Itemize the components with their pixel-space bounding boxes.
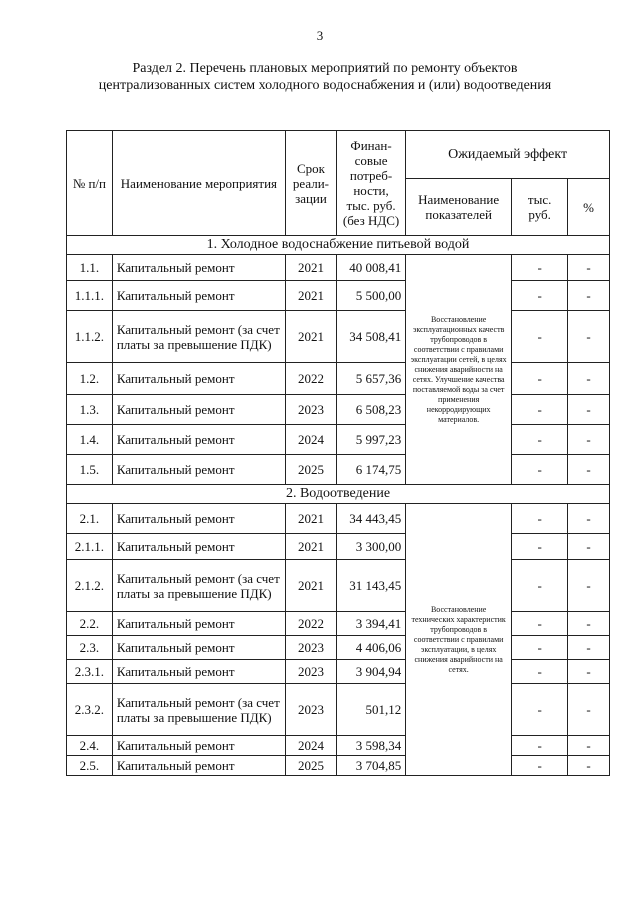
effect-percent: - [568, 736, 610, 756]
effect-percent: - [568, 504, 610, 534]
effect-thousand-rub: - [512, 455, 568, 485]
header-name: Наименование мероприятия [112, 131, 285, 236]
implementation-year: 2023 [286, 660, 337, 684]
header-percent: % [568, 179, 610, 236]
section-heading: 2. Водоотведение [67, 485, 610, 504]
implementation-year: 2022 [286, 612, 337, 636]
financial-need: 6 174,75 [336, 455, 405, 485]
financial-need: 5 657,36 [336, 363, 405, 395]
header-effect: Ожидаемый эффект [406, 131, 610, 179]
financial-need: 6 508,23 [336, 395, 405, 425]
page-number: 3 [316, 28, 324, 43]
financial-need: 3 394,41 [336, 612, 405, 636]
effect-percent: - [568, 534, 610, 560]
activity-name: Капитальный ремонт [112, 281, 285, 311]
financial-need: 34 508,41 [336, 311, 405, 363]
effect-thousand-rub: - [512, 660, 568, 684]
effect-percent: - [568, 684, 610, 736]
activity-name: Капитальный ремонт [112, 504, 285, 534]
table-row [67, 612, 610, 636]
effect-thousand-rub: - [512, 534, 568, 560]
row-number: 1.5. [67, 455, 113, 485]
activity-name: Капитальный ремонт (за счет платы за превышение ПДК) [112, 311, 285, 363]
effect-percent: - [568, 311, 610, 363]
row-number: 1.3. [67, 395, 113, 425]
effect-thousand-rub: - [512, 612, 568, 636]
implementation-year: 2025 [286, 756, 337, 776]
effect-percent: - [568, 660, 610, 684]
effect-percent: - [568, 255, 610, 281]
effect-percent: - [568, 281, 610, 311]
activity-name: Капитальный ремонт [112, 636, 285, 660]
activity-name: Капитальный ремонт [112, 395, 285, 425]
effect-percent: - [568, 395, 610, 425]
table-row [67, 425, 610, 455]
effect-thousand-rub: - [512, 311, 568, 363]
row-number: 1.1. [67, 255, 113, 281]
effect-thousand-rub: - [512, 560, 568, 612]
implementation-year: 2021 [286, 255, 337, 281]
row-number: 1.4. [67, 425, 113, 455]
header-num: № п/п [67, 131, 113, 236]
financial-need: 5 500,00 [336, 281, 405, 311]
table-row [67, 281, 610, 311]
financial-need: 3 904,94 [336, 660, 405, 684]
implementation-year: 2023 [286, 636, 337, 660]
financial-need: 501,12 [336, 684, 405, 736]
table-row [67, 395, 610, 425]
activity-name: Капитальный ремонт [112, 363, 285, 395]
header-indicator: Наименование показателей [406, 179, 512, 236]
header-term: Срок реали-зации [286, 131, 337, 236]
financial-need: 31 143,45 [336, 560, 405, 612]
expected-effect-description: Восстановление эксплуатационных качеств трубопроводов в соответствии с правилами эксплуатации сетей, в целях снижения аварийности на сетях. Улучшение качества поставляемой воды за счет применения некорродирующих материалов. [406, 255, 512, 485]
table-row [67, 455, 610, 485]
activity-name: Капитальный ремонт [112, 455, 285, 485]
table-row [67, 636, 610, 660]
implementation-year: 2025 [286, 455, 337, 485]
effect-thousand-rub: - [512, 636, 568, 660]
table-row [67, 560, 610, 612]
row-number: 2.3.2. [67, 684, 113, 736]
activity-name: Капитальный ремонт (за счет платы за превышение ПДК) [112, 684, 285, 736]
effect-percent: - [568, 455, 610, 485]
row-number: 2.1.2. [67, 560, 113, 612]
table-row [67, 255, 610, 281]
effect-percent: - [568, 756, 610, 776]
header-finance: Финан-совые потреб-ности, тыс. руб. (без НДС) [336, 131, 405, 236]
table-row [67, 756, 610, 776]
row-number: 1.1.2. [67, 311, 113, 363]
row-number: 2.1.1. [67, 534, 113, 560]
effect-thousand-rub: - [512, 363, 568, 395]
implementation-year: 2021 [286, 281, 337, 311]
activity-name: Капитальный ремонт [112, 534, 285, 560]
financial-need: 4 406,06 [336, 636, 405, 660]
implementation-year: 2021 [286, 560, 337, 612]
effect-thousand-rub: - [512, 395, 568, 425]
section-title: Раздел 2. Перечень плановых мероприятий по ремонту объектов централизованных систем холодного водоснабжения и (или) водоотведения [98, 61, 552, 93]
financial-need: 3 704,85 [336, 756, 405, 776]
activity-name: Капитальный ремонт [112, 756, 285, 776]
row-number: 2.2. [67, 612, 113, 636]
effect-thousand-rub: - [512, 255, 568, 281]
row-number: 1.1.1. [67, 281, 113, 311]
activity-name: Капитальный ремонт [112, 425, 285, 455]
section-heading: 1. Холодное водоснабжение питьевой водой [67, 236, 610, 255]
effect-thousand-rub: - [512, 756, 568, 776]
financial-need: 5 997,23 [336, 425, 405, 455]
table-row [67, 534, 610, 560]
table-row [67, 363, 610, 395]
implementation-year: 2021 [286, 504, 337, 534]
effect-thousand-rub: - [512, 425, 568, 455]
effect-thousand-rub: - [512, 736, 568, 756]
effect-thousand-rub: - [512, 281, 568, 311]
activity-name: Капитальный ремонт [112, 255, 285, 281]
activity-name: Капитальный ремонт (за счет платы за превышение ПДК) [112, 560, 285, 612]
effect-thousand-rub: - [512, 684, 568, 736]
row-number: 2.3.1. [67, 660, 113, 684]
implementation-year: 2023 [286, 395, 337, 425]
financial-need: 34 443,45 [336, 504, 405, 534]
effect-thousand-rub: - [512, 504, 568, 534]
row-number: 2.5. [67, 756, 113, 776]
plan-table [66, 130, 610, 776]
financial-need: 3 598,34 [336, 736, 405, 756]
row-number: 1.2. [67, 363, 113, 395]
effect-percent: - [568, 560, 610, 612]
table-row [67, 736, 610, 756]
row-number: 2.4. [67, 736, 113, 756]
implementation-year: 2021 [286, 311, 337, 363]
row-number: 2.1. [67, 504, 113, 534]
expected-effect-description: Восстановление технических характеристик трубопроводов в соответствии с правилами эксплуатации, в целях снижения аварийности на сетях. [406, 504, 512, 776]
implementation-year: 2024 [286, 736, 337, 756]
table-row [67, 684, 610, 736]
effect-percent: - [568, 425, 610, 455]
implementation-year: 2021 [286, 534, 337, 560]
financial-need: 3 300,00 [336, 534, 405, 560]
activity-name: Капитальный ремонт [112, 736, 285, 756]
table-row [67, 504, 610, 534]
table-row [67, 660, 610, 684]
effect-percent: - [568, 363, 610, 395]
activity-name: Капитальный ремонт [112, 660, 285, 684]
implementation-year: 2024 [286, 425, 337, 455]
table-row [67, 311, 610, 363]
implementation-year: 2022 [286, 363, 337, 395]
implementation-year: 2023 [286, 684, 337, 736]
row-number: 2.3. [67, 636, 113, 660]
financial-need: 40 008,41 [336, 255, 405, 281]
activity-name: Капитальный ремонт [112, 612, 285, 636]
effect-percent: - [568, 612, 610, 636]
effect-percent: - [568, 636, 610, 660]
header-thousand-rub: тыс. руб. [512, 179, 568, 236]
